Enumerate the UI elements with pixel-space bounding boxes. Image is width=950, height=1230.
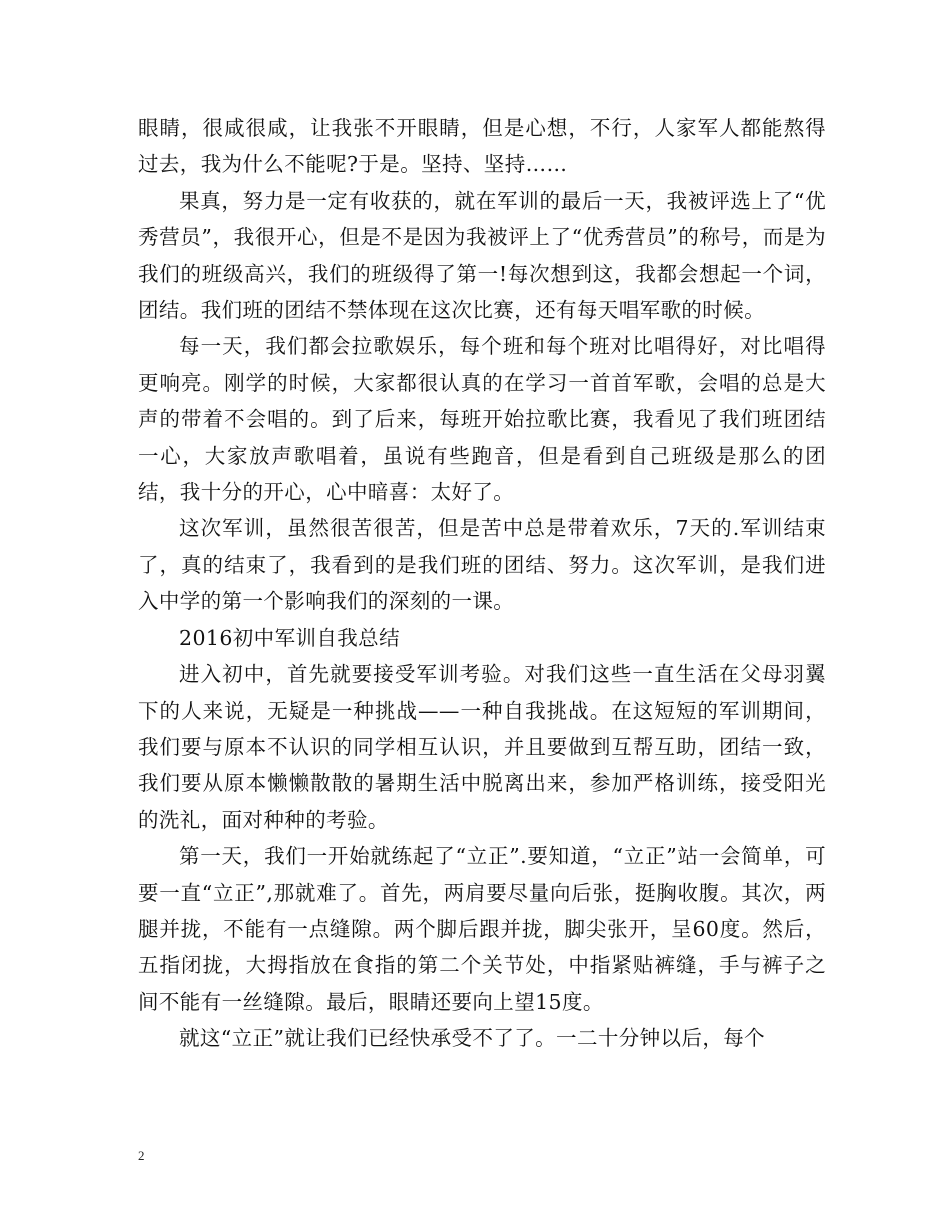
paragraph: 就这“立正”就让我们已经快承受不了了。一二十分钟以后，每个 [179,1026,766,1051]
paragraph: 眼睛，很咸很咸，让我张不开眼睛，但是心想，不行，人家军人都能熬得过去，我为什么不能呢?于是。坚持、坚持…… [138,116,826,177]
paragraph: 果真，努力是一定有收获的，就在军训的最后一天，我被评选上了“优秀营员”，我很开心，但是不是因为我被评上了“优秀营员”的称号，而是为我们的班级高兴，我们的班级得了第一!每次想到这，我都会想起一个词，团结。我们班的团结不禁体现在这次比赛，还有每天唱军歌的时候。 [138,188,826,323]
document-body [138,110,826,1057]
paragraph: 每一天，我们都会拉歌娱乐，每个班和每个班对比唱得好，对比唱得更响亮。刚学的时候，大家都很认真的在学习一首首军歌，会唱的总是大声的带着不会唱的。到了后来，每班开始拉歌比赛，我看见了我们班团结一心，大家放声歌唱着，虽说有些跑音，但是看到自己班级是那么的团结，我十分的开心，心中暗喜：太好了。 [138,334,826,505]
paragraph: 这次军训，虽然很苦很苦，但是苦中总是带着欢乐，7天的.军训结束了，真的结束了，我看到的是我们班的团结、努力。这次军训，是我们进入中学的第一个影响我们的深刻的一课。 [138,516,826,614]
paragraph: 进入初中，首先就要接受军训考验。对我们这些一直生活在父母羽翼下的人来说，无疑是一种挑战——一种自我挑战。在这短短的军训期间，我们要与原本不认识的同学相互认识，并且要做到互帮互助，团结一致，我们要从原本懒懒散散的暑期生活中脱离出来，参加严格训练，接受阳光的洗礼，面对种种的考验。 [138,662,826,832]
paragraph: 第一天，我们一开始就练起了“立正”.要知道，“立正”站一会简单，可要一直“立正”,那就难了。首先，两肩要尽量向后张，挺胸收腹。其次，两腿并拢，不能有一点缝隙。两个脚后跟并拢，脚尖张开，呈60度。然后，五指闭拢，大拇指放在食指的第二个关节处，中指紧贴裤缝，手与裤子之间不能有一丝缝隙。最后，眼睛还要向上望15度。 [138,844,826,1014]
page-number: 2 [138,1148,145,1163]
section-heading: 2016初中军训自我总结 [179,625,400,650]
